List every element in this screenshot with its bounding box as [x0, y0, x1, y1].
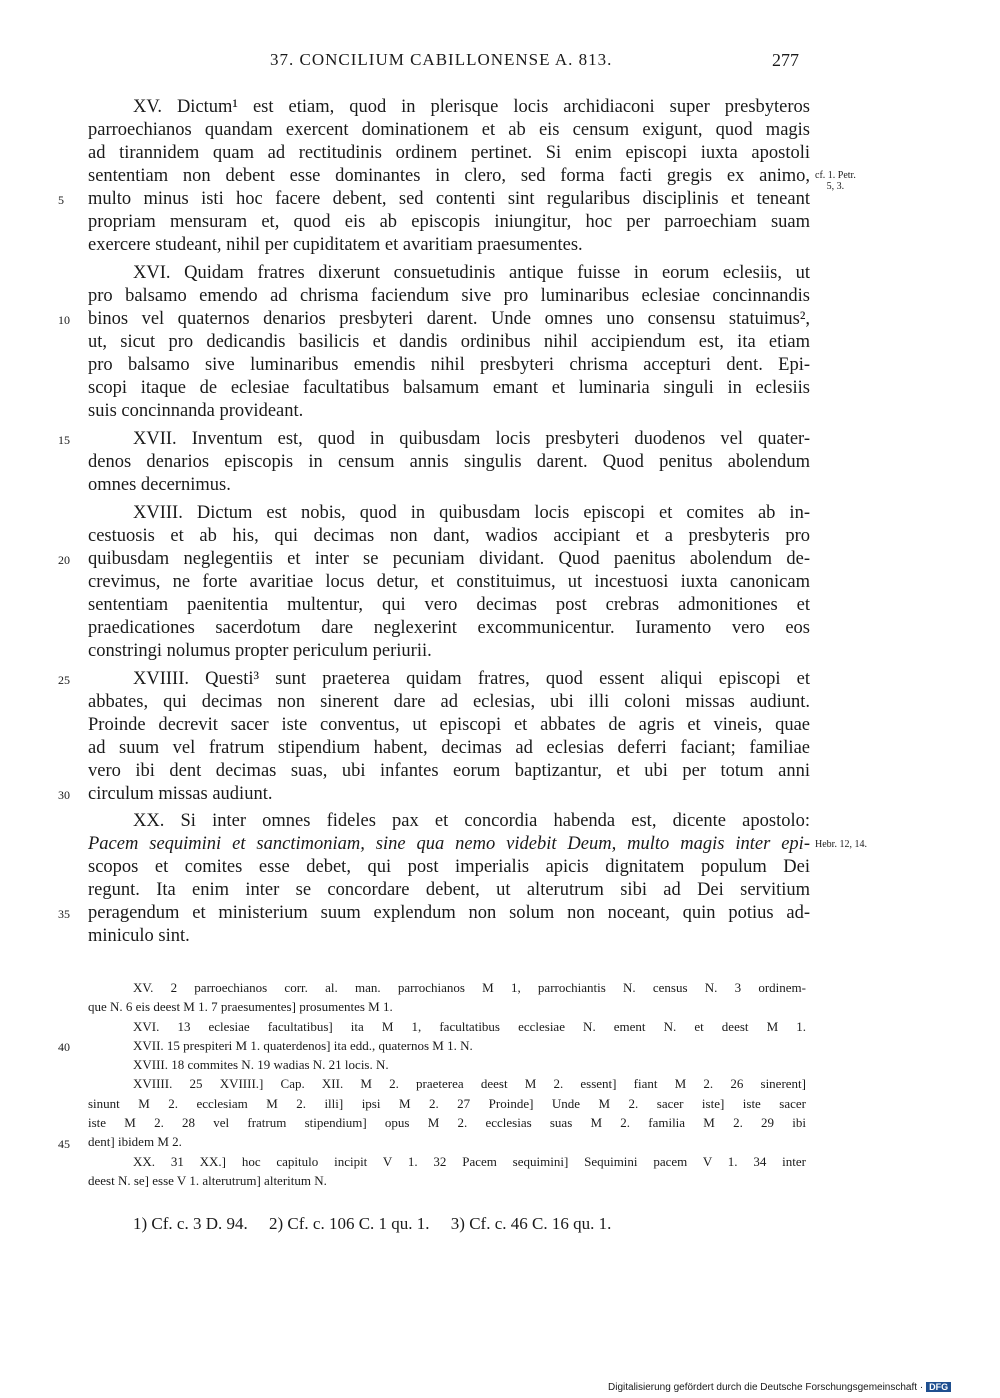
text-line: scopi itaque de eclesiae facultatibus balsamum emant et luminaria singuli in eclesiis [88, 378, 810, 398]
running-title: 37. CONCILIUM CABILLONENSE A. 813. [270, 50, 613, 69]
text-line: abbates, qui decimas non sinerent dare ad eclesias, ubi illi coloni missas audiunt. [88, 692, 810, 712]
apparatus-line: sinunt M 2. ecclesiam M 2. illi] ipsi M 2. 27 Proinde] Unde M 2. sacer iste] iste sacer [88, 1096, 806, 1111]
text-line: propriam mensuram et, quod eis ab episcopis iniungitur, hoc per parroechiam suam [88, 212, 810, 232]
text-line: ad tirannidem quam ad rectitudinis ordinem pertinet. Si enim episcopi iuxta apostoli [88, 143, 810, 163]
margin-reference [815, 170, 856, 192]
text-line: constringi nolumus propter periculum periurii. [88, 641, 432, 661]
margin-reference: Hebr. 12, 14. [815, 839, 867, 850]
text-line: denos denarios episcopis in censum annis singulis darent. Quod penitus abolendum [88, 452, 810, 472]
apparatus-line: deest N. se] esse V 1. alterutrum] alteritum N. [88, 1173, 327, 1188]
text-line: suis concinnanda provideant. [88, 401, 304, 421]
page-number: 277 [772, 50, 799, 70]
text-line: XVI. Quidam fratres dixerunt consuetudinis antique fuisse in eorum eclesiis, ut [133, 263, 810, 283]
line-number: 30 [58, 788, 70, 802]
dfg-logo-icon: DFG [926, 1382, 951, 1392]
apparatus-line: XVIIII. 25 XVIIII.] Cap. XII. M 2. praeterea deest M 2. essent] fiant M 2. 26 sinerent] [133, 1076, 806, 1091]
footnotes: 1) Cf. c. 3 D. 94. 2) Cf. c. 106 C. 1 qu. 1. 3) Cf. c. 46 C. 16 qu. 1. [133, 1214, 612, 1233]
line-number: 25 [58, 673, 70, 687]
apparatus-line: XVIII. 18 commites N. 19 wadias N. 21 locis. N. [133, 1057, 389, 1072]
line-number: 10 [58, 313, 70, 327]
text-line: vero ibi dent decimas suas, ubi infantes eorum baptizantur, et ubi per totum anni [88, 761, 810, 781]
text-line: peragendum et ministerium suum explendum non solum non noceant, quin potius ad- [88, 903, 810, 923]
line-number: 20 [58, 553, 70, 567]
margin-reference-line: 5, 3. [826, 181, 845, 192]
text-line: circulum missas audiunt. [88, 784, 273, 804]
text-line: ut, sicut pro dedicandis basilicis et dandis ordinibus nihil accipiendum est, ita etiam [88, 332, 810, 352]
footer-text: Digitalisierung gefördert durch die Deutsche Forschungsgemeinschaft · [608, 1382, 924, 1393]
line-number: 45 [58, 1137, 70, 1151]
text-line: scopos et comites esse debet, qui post imperialis apicis dignitatem populum Dei [88, 857, 810, 877]
text-line: XVII. Inventum est, quod in quibusdam locis presbyteri duodenos vel quater- [133, 429, 810, 449]
margin-reference-line: cf. 1. Petr. [815, 170, 856, 181]
line-number: 15 [58, 433, 70, 447]
apparatus-line: XVI. 13 eclesiae facultatibus] ita M 1, facultatibus ecclesiae N. ement N. et deest M 1. [133, 1019, 806, 1034]
text-line: Proinde decrevit sacer iste conventus, ut episcopi et abbates de agris et vineis, quae [88, 715, 810, 735]
text-line: parroechianos quandam exercent dominationem et ab eis censum exigunt, quod magis [88, 120, 810, 140]
footer [608, 1382, 951, 1393]
text-line: XVIII. Dictum est nobis, quod in quibusdam locis episcopi et comites ab in- [133, 503, 810, 523]
text-line: omnes decernimus. [88, 475, 231, 495]
text-line: XV. Dictum¹ est etiam, quod in plerisque locis archidiaconi super presbyteros [133, 97, 810, 117]
apparatus-line: XX. 31 XX.] hoc capitulo incipit V 1. 32 Pacem sequimini] Sequimini pacem V 1. 34 inter [133, 1154, 806, 1169]
text-line: praedicationes sacerdotum dare neglexerint excommunicentur. Iuramento vero eos [88, 618, 810, 638]
line-number: 35 [58, 907, 70, 921]
text-line: binos vel quaternos denarios presbyteri darent. Unde omnes uno consensu statuimus², [88, 309, 810, 329]
text-line: quibusdam neglegentiis et inter se pecuniam dividant. Quod paenitus abolendum de- [88, 549, 810, 569]
text-line: regunt. Ita enim inter se concordare debent, ut alterutrum sibi ad Dei servitium [88, 880, 810, 900]
text-line: exercere studeant, nihil per cupiditatem et avaritiam praesumentes. [88, 235, 583, 255]
text-line: ad suum vel fratrum stipendium habent, decimas ad eclesias deferri faciant; familiae [88, 738, 810, 758]
text-line: pro balsamo sive luminaribus emendis nihil presbyteri chrisma accepturi dent. Epi- [88, 355, 810, 375]
text-line: XX. Si inter omnes fideles pax et concordia habenda est, dicente apostolo: [133, 811, 810, 831]
apparatus-line: XVII. 15 prespiteri M 1. quaterdenos] ita edd., quaternos M 1. N. [133, 1038, 473, 1053]
text-line: crevimus, ne forte avaritiae locus detur, et constituimus, ut incestuosi iuxta canonicam [88, 572, 810, 592]
apparatus-line: iste M 2. 28 vel fratrum stipendium] opus M 2. ecclesias suas M 2. familia M 2. 29 ibi [88, 1115, 806, 1130]
text-line: cestuosis et ab his, qui decimas non dant, wadios accipiant et a presbyteris pro [88, 526, 810, 546]
line-number: 40 [58, 1040, 70, 1054]
text-line: miniculo sint. [88, 926, 190, 946]
text-line: multo minus isti hoc facere debent, sed contenti sint regularibus disciplinis et teneant [88, 189, 810, 209]
line-number: 5 [58, 193, 64, 207]
text-line: sententiam paenitentia multentur, qui vero decimas post crebras admonitiones et [88, 595, 810, 615]
text-line: pro balsamo emendo ad chrisma faciendum sive pro luminaribus eclesiae concinnandis [88, 286, 810, 306]
text-line: XVIIII. Questi³ sunt praeterea quidam fratres, quod essent aliqui episcopi et [133, 669, 810, 689]
apparatus-line: dent] ibidem M 2. [88, 1134, 182, 1149]
apparatus-line: XV. 2 parroechianos corr. al. man. parrochianos M 1, parrochiantis N. census N. 3 ordinem- [133, 980, 806, 995]
text-line: sententiam non debent esse dominantes in clero, sed forma facti gregis ex animo, [88, 166, 810, 186]
text-line: Pacem sequimini et sanctimoniam, sine qua nemo videbit Deum, multo magis inter epi- [88, 834, 810, 854]
apparatus-line: que N. 6 eis deest M 1. 7 praesumentes] prosumentes M 1. [88, 999, 393, 1014]
